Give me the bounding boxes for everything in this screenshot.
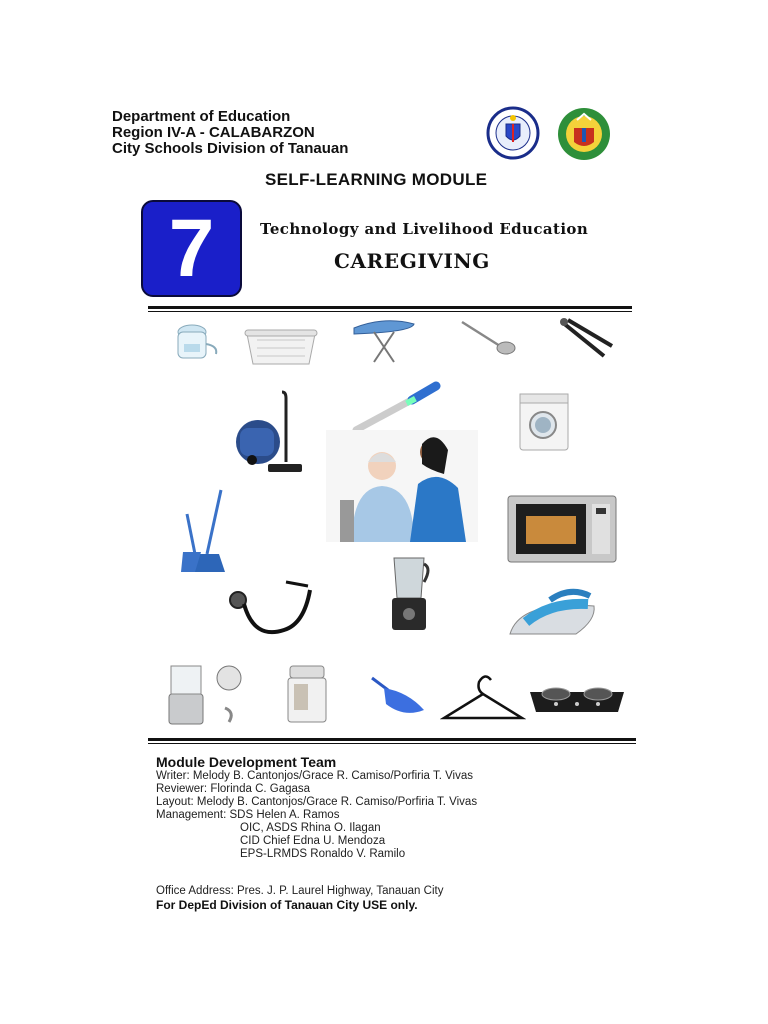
team-management: Management: SDS Helen A. Ramos [156, 809, 340, 821]
module-title: SELF-LEARNING MODULE [265, 170, 488, 189]
sterilizer-icon [166, 320, 222, 364]
team-layout: Layout: Melody B. Cantonjos/Grace R. Camiso/Porfiria T. Vivas [156, 796, 478, 808]
team-oic: OIC, ASDS Rhina O. Ilagan [240, 822, 381, 834]
header-dept: Department of Education [112, 108, 291, 125]
office-address: Office Address: Pres. J. P. Laurel Highway, Tanauan City [156, 885, 444, 897]
vacuum-cleaner-icon [230, 388, 308, 478]
top-divider-thin [148, 311, 632, 312]
course-title: CAREGIVING [334, 249, 490, 273]
microwave-oven-icon [506, 494, 618, 564]
top-divider [148, 306, 632, 309]
thermometer-icon [352, 380, 446, 434]
food-processor-icon [163, 658, 249, 728]
blender-icon [388, 554, 432, 634]
steam-iron-icon [506, 588, 598, 638]
division-seal-icon [549, 106, 619, 162]
team-writer: Writer: Melody B. Cantonjos/Grace R. Camiso/Porfiria T. Vivas [156, 770, 473, 782]
laundry-basket-icon [243, 326, 319, 368]
ladle-icon [458, 318, 518, 356]
coffee-grinder-icon [284, 664, 330, 726]
broom-dustpan-icon [177, 486, 237, 576]
tongs-icon [556, 316, 618, 362]
subject-title: Technology and Livelihood Education [260, 220, 589, 238]
caregiver-photo [326, 430, 478, 542]
grade-badge: 7 [141, 200, 242, 297]
header-region: Region IV-A - CALABARZON [112, 124, 315, 141]
header-division: City Schools Division of Tanauan [112, 140, 349, 157]
clothes-hanger-icon [440, 672, 526, 724]
stethoscope-icon [226, 576, 320, 638]
washing-machine-icon [518, 392, 570, 452]
deped-seal-icon [482, 106, 544, 160]
team-cid: CID Chief Edna U. Mendoza [240, 835, 386, 847]
ironing-board-icon [350, 316, 418, 366]
bottom-divider [148, 738, 636, 741]
feather-duster-icon [370, 674, 430, 718]
team-eps: EPS-LRMDS Ronaldo V. Ramilo [240, 848, 406, 860]
bottom-divider-thin [148, 743, 636, 744]
team-reviewer: Reviewer: Florinda C. Gagasa [156, 783, 311, 795]
team-heading: Module Development Team [156, 754, 337, 770]
usage-note: For DepEd Division of Tanauan City USE only. [156, 898, 418, 912]
gas-stove-icon [528, 680, 626, 716]
